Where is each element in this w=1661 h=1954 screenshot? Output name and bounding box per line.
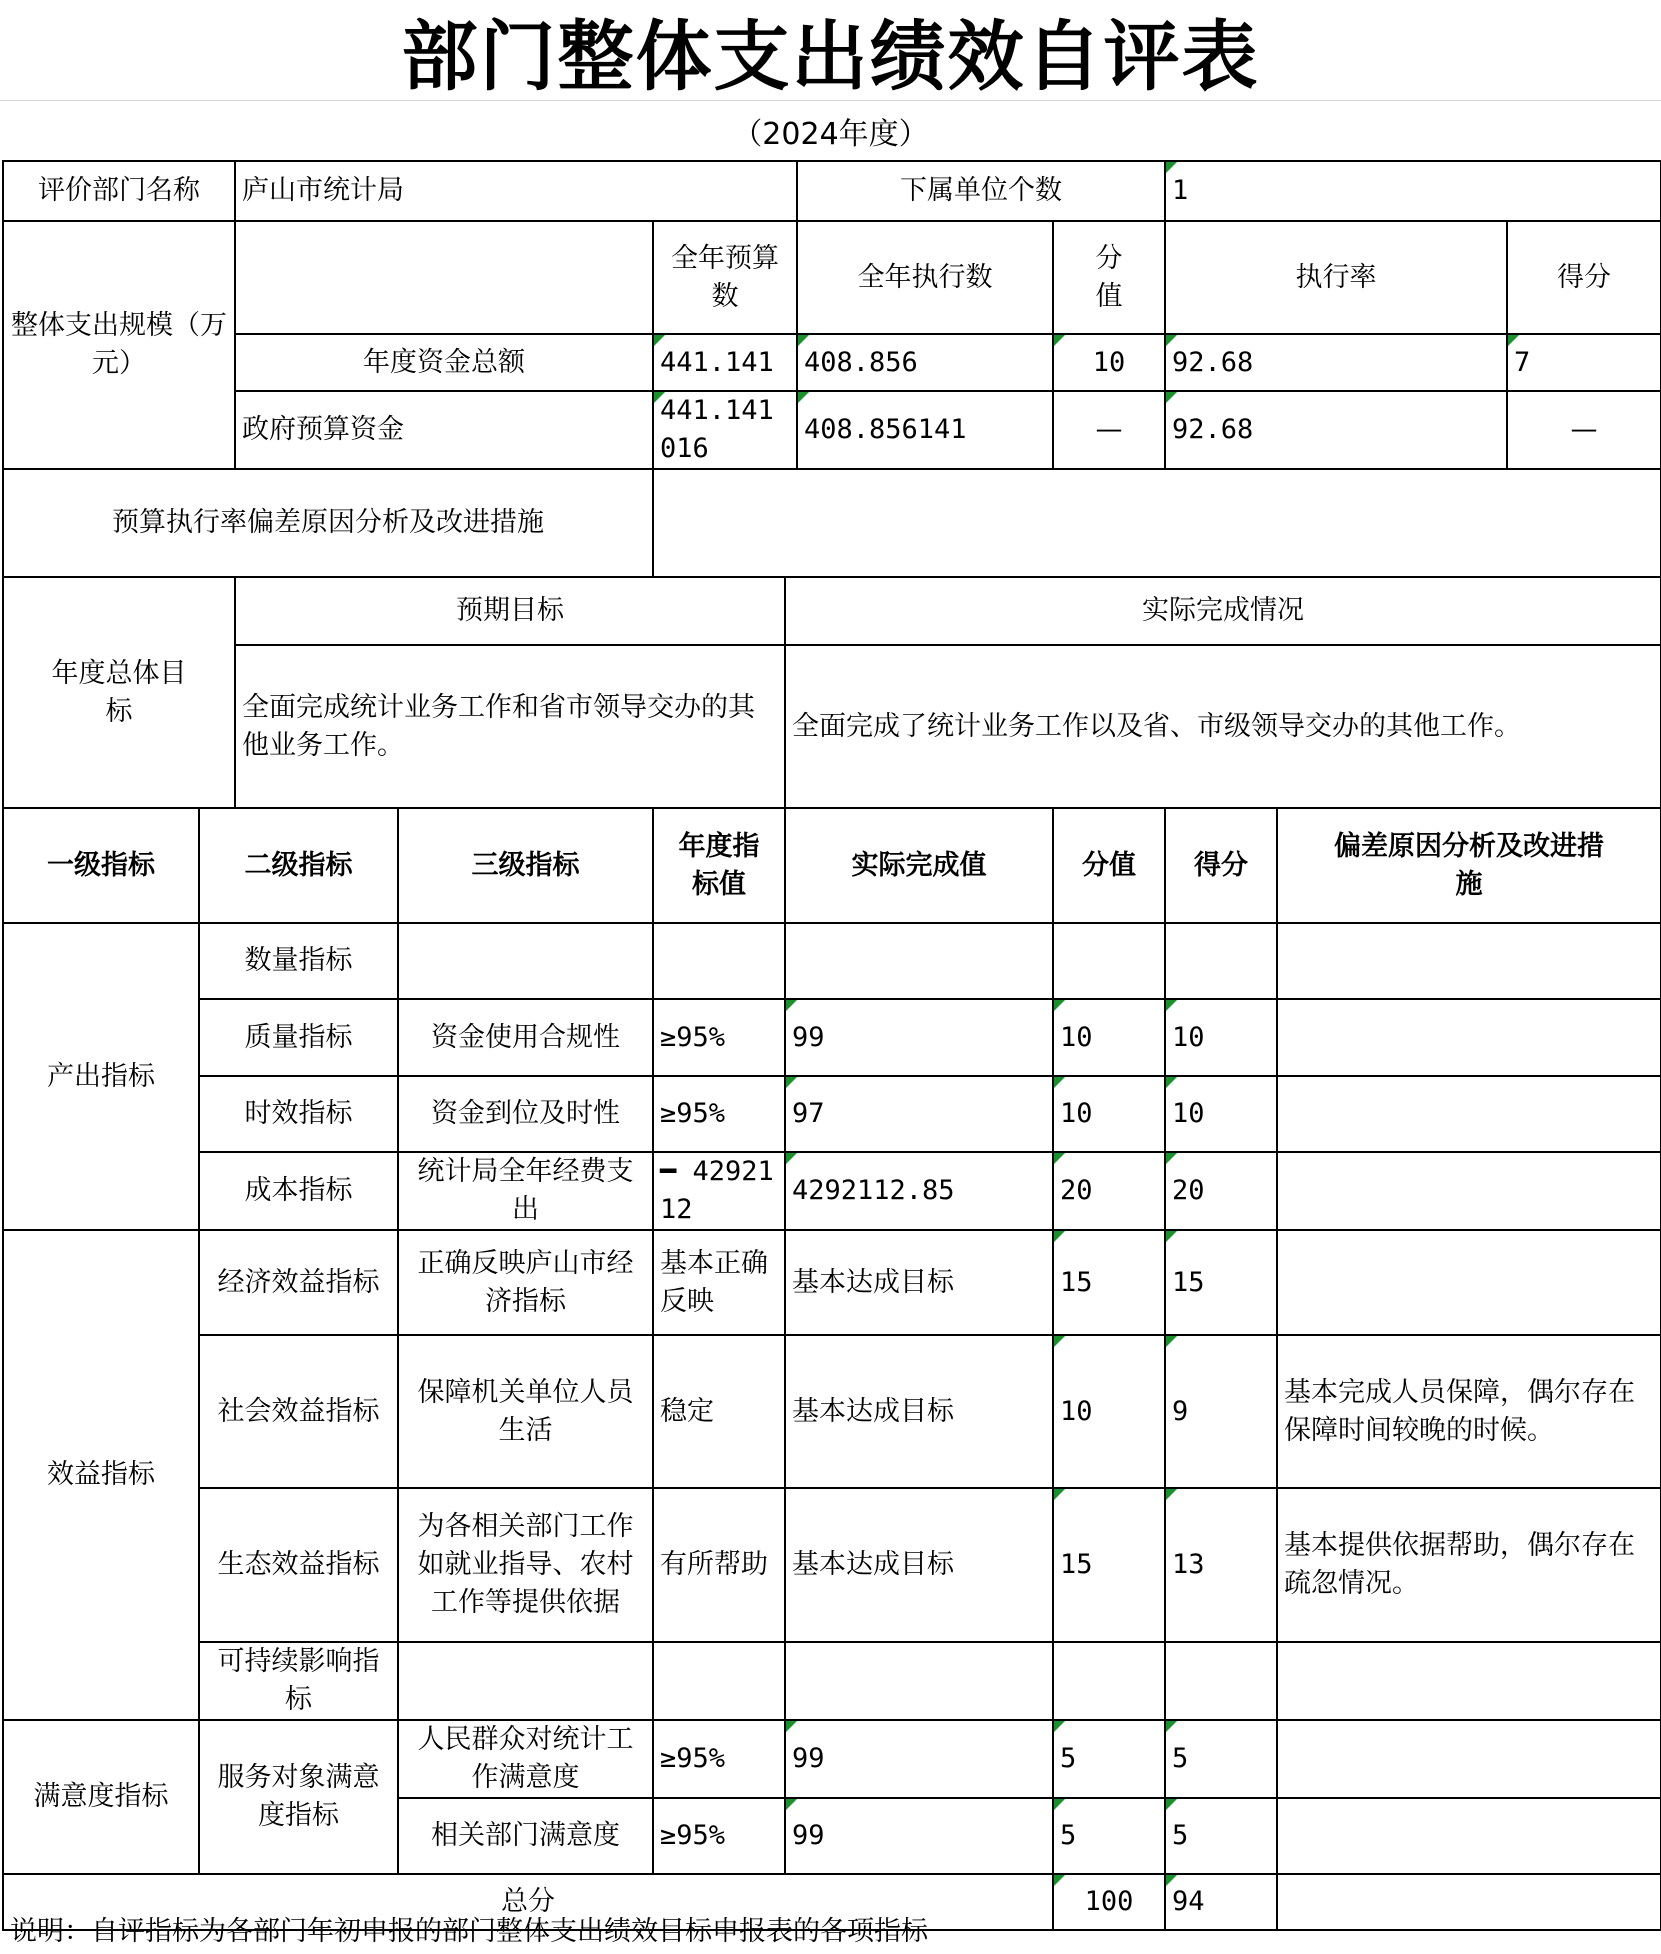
indicator-row (3, 1642, 1661, 1720)
budget-row-gov (3, 391, 1661, 469)
value-cell[interactable]: 10 (1053, 999, 1165, 1076)
exec-value[interactable]: 408.856141 (797, 391, 1053, 469)
score-cell[interactable]: 9 (1165, 1335, 1277, 1488)
level2-cell: 成本指标 (199, 1152, 398, 1230)
goals-content-row (3, 645, 1661, 808)
level3-cell[interactable]: 为各相关部门工作如就业指导、农村工作等提供依据 (398, 1488, 653, 1642)
level2-cell: 时效指标 (199, 1076, 398, 1152)
score-result[interactable]: 7 (1507, 334, 1661, 391)
note-cell[interactable]: 基本提供依据帮助，偶尔存在疏忽情况。 (1277, 1488, 1661, 1642)
budget-header-row (3, 221, 1661, 334)
group-benefit: 效益指标 (3, 1230, 199, 1720)
actual-cell[interactable]: 4292112.85 (785, 1152, 1053, 1230)
score-value[interactable]: — (1053, 391, 1165, 469)
level3-cell[interactable] (398, 1642, 653, 1720)
level2-header: 二级指标 (199, 808, 398, 923)
level3-cell[interactable]: 统计局全年经费支出 (398, 1152, 653, 1230)
value-cell[interactable]: 15 (1053, 1230, 1165, 1335)
goals-header-row (3, 577, 1661, 645)
actual-cell[interactable] (785, 1642, 1053, 1720)
level3-header: 三级指标 (398, 808, 653, 923)
target-cell[interactable]: ≥95% (653, 1798, 785, 1874)
target-cell[interactable] (653, 1642, 785, 1720)
total-blank (1277, 1874, 1661, 1930)
actual-cell[interactable]: 99 (785, 1720, 1053, 1798)
budget-row-label: 年度资金总额 (235, 334, 653, 391)
actual-cell[interactable] (785, 923, 1053, 999)
deviation-row (3, 469, 1661, 577)
indicator-row (3, 999, 1661, 1076)
deviation-label: 预算执行率偏差原因分析及改进措施 (3, 469, 653, 577)
total-score[interactable]: 94 (1165, 1874, 1277, 1930)
target-cell[interactable]: ≥95% (653, 1720, 785, 1798)
note-cell[interactable] (1277, 999, 1661, 1076)
value-cell[interactable]: 5 (1053, 1798, 1165, 1874)
deviation-note-header: 偏差原因分析及改进措施 (1277, 808, 1661, 923)
actual-cell[interactable]: 基本达成目标 (785, 1230, 1053, 1335)
score-value-header: 分值 (1053, 221, 1165, 334)
value-cell[interactable] (1053, 1642, 1165, 1720)
sub-units-label: 下属单位个数 (797, 161, 1165, 221)
note-cell[interactable] (1277, 1076, 1661, 1152)
level2-cell: 生态效益指标 (199, 1488, 398, 1642)
score-header: 得分 (1165, 808, 1277, 923)
form-title: 部门整体支出绩效自评表 (401, 11, 1260, 101)
level2-cell: 质量指标 (199, 999, 398, 1076)
score-header: 得分 (1507, 221, 1661, 334)
actual-cell[interactable]: 基本达成目标 (785, 1488, 1053, 1642)
sheet-gridline (0, 100, 1661, 101)
actual-goal-header: 实际完成情况 (785, 577, 1661, 645)
score-cell[interactable]: 10 (1165, 999, 1277, 1076)
level3-cell[interactable]: 正确反映庐山市经济指标 (398, 1230, 653, 1335)
target-cell[interactable]: ━ 4292112 (653, 1152, 785, 1230)
target-cell[interactable]: 稳定 (653, 1335, 785, 1488)
level3-cell[interactable]: 资金到位及时性 (398, 1076, 653, 1152)
note-cell[interactable] (1277, 1798, 1661, 1874)
score-cell[interactable]: 5 (1165, 1798, 1277, 1874)
indicator-row (3, 1720, 1661, 1798)
budget-header-blank (235, 221, 653, 334)
level3-cell[interactable] (398, 923, 653, 999)
level2-cell: 可持续影响指标 (199, 1642, 398, 1720)
value-header: 分值 (1053, 808, 1165, 923)
group-satisfaction: 满意度指标 (3, 1720, 199, 1874)
note-cell[interactable] (1277, 1720, 1661, 1798)
score-cell[interactable] (1165, 1642, 1277, 1720)
form-year: （2024年度） (732, 117, 929, 152)
target-cell[interactable] (653, 923, 785, 999)
indicators-header-row (3, 808, 1661, 923)
sub-units-value[interactable]: 1 (1165, 161, 1661, 221)
level2-cell: 数量指标 (199, 923, 398, 999)
value-cell[interactable]: 5 (1053, 1720, 1165, 1798)
level3-cell[interactable]: 保障机关单位人员生活 (398, 1335, 653, 1488)
expected-goal-text[interactable]: 全面完成统计业务工作和省市领导交办的其他业务工作。 (235, 645, 785, 808)
dept-row (3, 161, 1661, 221)
level3-cell[interactable]: 人民群众对统计工作满意度 (398, 1720, 653, 1798)
total-value[interactable]: 100 (1053, 1874, 1165, 1930)
total-label: 总分 (3, 1874, 1053, 1930)
exec-rate-header: 执行率 (1165, 221, 1507, 334)
budget-row-label: 政府预算资金 (235, 391, 653, 469)
target-cell[interactable]: ≥95% (653, 999, 785, 1076)
level3-cell[interactable]: 相关部门满意度 (398, 1798, 653, 1874)
budget-row-total (3, 334, 1661, 391)
expected-goal-header: 预期目标 (235, 577, 785, 645)
annual-exec-header: 全年执行数 (797, 221, 1053, 334)
target-header: 年度指标值 (653, 808, 785, 923)
budget-value[interactable]: 441.141016 (653, 391, 797, 469)
dept-name-value[interactable]: 庐山市统计局 (235, 161, 797, 221)
indicator-row (3, 1335, 1661, 1488)
level3-cell[interactable]: 资金使用合规性 (398, 999, 653, 1076)
goals-section-label: 年度总体目标 (3, 577, 235, 808)
budget-section-label: 整体支出规模（万元） (3, 221, 235, 469)
level2-cell: 服务对象满意度指标 (199, 1720, 398, 1874)
evaluation-table (2, 160, 1661, 1931)
score-cell[interactable]: 13 (1165, 1488, 1277, 1642)
level2-cell: 经济效益指标 (199, 1230, 398, 1335)
footnote: 说明：自评指标为各部门年初申报的部门整体支出绩效目标申报表的各项指标 (10, 1916, 928, 1947)
value-cell[interactable]: 15 (1053, 1488, 1165, 1642)
score-cell[interactable] (1165, 923, 1277, 999)
value-cell[interactable] (1053, 923, 1165, 999)
value-cell[interactable]: 20 (1053, 1152, 1165, 1230)
value-cell[interactable]: 10 (1053, 1076, 1165, 1152)
score-cell[interactable]: 5 (1165, 1720, 1277, 1798)
actual-header: 实际完成值 (785, 808, 1053, 923)
actual-cell[interactable]: 基本达成目标 (785, 1335, 1053, 1488)
indicator-row (3, 1076, 1661, 1152)
deviation-value[interactable] (653, 469, 1661, 577)
actual-goal-text[interactable]: 全面完成了统计业务工作以及省、市级领导交办的其他工作。 (785, 645, 1661, 808)
dept-name-label: 评价部门名称 (3, 161, 235, 221)
level1-header: 一级指标 (3, 808, 199, 923)
group-output: 产出指标 (3, 923, 199, 1230)
level2-cell: 社会效益指标 (199, 1335, 398, 1488)
exec-rate-value[interactable]: 92.68 (1165, 391, 1507, 469)
note-cell[interactable] (1277, 923, 1661, 999)
score-cell[interactable]: 15 (1165, 1230, 1277, 1335)
budget-value[interactable]: 441.141 (653, 334, 797, 391)
actual-cell[interactable]: 99 (785, 1798, 1053, 1874)
target-cell[interactable]: 基本正确反映 (653, 1230, 785, 1335)
score-value[interactable]: 10 (1053, 334, 1165, 391)
indicator-row (3, 1230, 1661, 1335)
exec-value[interactable]: 408.856 (797, 334, 1053, 391)
score-result[interactable]: — (1507, 391, 1661, 469)
indicator-row (3, 1152, 1661, 1230)
note-cell[interactable]: 基本完成人员保障，偶尔存在保障时间较晚的时候。 (1277, 1335, 1661, 1488)
note-cell[interactable] (1277, 1642, 1661, 1720)
note-cell[interactable] (1277, 1152, 1661, 1230)
exec-rate-value[interactable]: 92.68 (1165, 334, 1507, 391)
score-cell[interactable]: 20 (1165, 1152, 1277, 1230)
indicator-row (3, 923, 1661, 999)
value-cell[interactable]: 10 (1053, 1335, 1165, 1488)
target-cell[interactable]: 有所帮助 (653, 1488, 785, 1642)
indicator-row (3, 1488, 1661, 1642)
score-cell[interactable]: 10 (1165, 1076, 1277, 1152)
target-cell[interactable]: ≥95% (653, 1076, 785, 1152)
actual-cell[interactable]: 97 (785, 1076, 1053, 1152)
note-cell[interactable] (1277, 1230, 1661, 1335)
actual-cell[interactable]: 99 (785, 999, 1053, 1076)
annual-budget-header: 全年预算数 (653, 221, 797, 334)
